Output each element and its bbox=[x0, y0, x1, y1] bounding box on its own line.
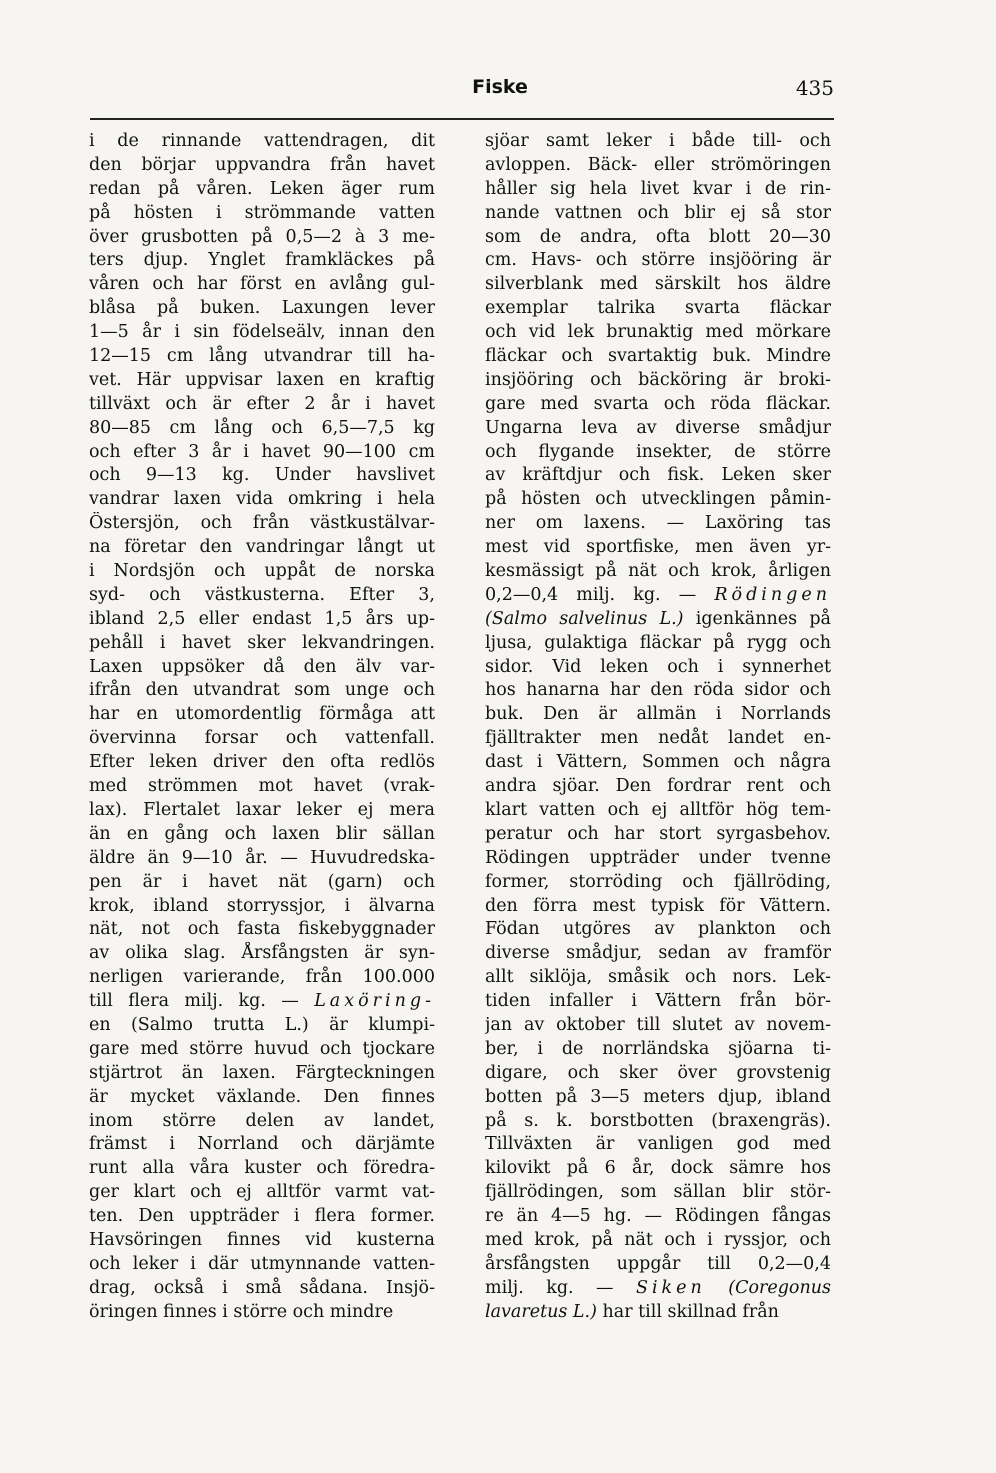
text-line: redan på våren. Leken äger rum bbox=[89, 178, 435, 199]
text-line: på hösten i strömmande vatten bbox=[89, 202, 435, 223]
text-line: fläckar och svartaktig buk. Mindre bbox=[485, 346, 831, 367]
text-line: stjärtrot än laxen. Färgteckningen bbox=[89, 1062, 435, 1083]
text-line: i de rinnande vattendragen, dit bbox=[89, 131, 435, 151]
text-line: diverse smådjur, sedan av framför bbox=[485, 943, 831, 964]
text-line: håller sig hela livet kvar i de rin- bbox=[485, 178, 831, 199]
text-line: fjälltrakter men nedåt landet en- bbox=[485, 728, 831, 749]
right-column bbox=[485, 130, 831, 1325]
text-line: Efter leken driver den ofta redlös bbox=[89, 752, 435, 773]
text-line: kilovikt på 6 år, dock sämre hos bbox=[485, 1158, 831, 1179]
text-line: pen är i havet nät (garn) och bbox=[89, 871, 435, 892]
text-line: avloppen. Bäck- eller strömöringen bbox=[485, 154, 831, 175]
text-line: en (Salmo trutta L.) är klumpi- bbox=[89, 1014, 435, 1035]
text-line: främst i Norrland och därjämte bbox=[89, 1134, 435, 1155]
text-line: över grusbotten på 0,5—2 à 3 me- bbox=[89, 226, 435, 247]
running-header bbox=[90, 72, 834, 106]
text-line: gare med svarta och röda fläckar. bbox=[485, 393, 831, 414]
text-line: Tillväxten är vanligen god med bbox=[485, 1134, 831, 1155]
text-line: kesmässigt på nät och krok, årligen bbox=[485, 561, 831, 582]
text-line: av olika slag. Årsfångsten är syn- bbox=[89, 943, 435, 964]
text-line: pehåll i havet sker lekvandringen. bbox=[89, 632, 435, 653]
text-line: lax). Flertalet laxar leker ej mera bbox=[89, 799, 435, 820]
spaced-term: Rödingen bbox=[714, 584, 831, 605]
text-line: övervinna forsar och vattenfall. bbox=[89, 728, 435, 749]
text-line: hos hanarna har den röda sidor och bbox=[485, 680, 831, 701]
spaced-term: Laxöring- bbox=[314, 991, 435, 1012]
text-run: till flera milj. kg. — bbox=[89, 991, 315, 1012]
text-line: och vid lek brunaktig med mörkare bbox=[485, 322, 831, 343]
text-line: krok, ibland storryssjor, i älvarna bbox=[89, 895, 435, 916]
left-column bbox=[89, 130, 435, 1325]
text-line: peratur och har stort syrgasbehov. bbox=[485, 823, 831, 844]
text-line: äldre än 9—10 år. — Huvudredska- bbox=[89, 847, 435, 868]
text-line: som de andra, ofta blott 20—30 bbox=[485, 226, 831, 247]
text-line: cm. Havs- och större insjööring är bbox=[485, 250, 831, 271]
text-line: insjööring och bäcköring är broki- bbox=[485, 369, 831, 390]
text-line: runt alla våra kuster och föredra- bbox=[89, 1158, 435, 1179]
text-line-mixed bbox=[485, 1301, 831, 1325]
text-line: nät, not och fasta fiskebyggnader bbox=[89, 919, 435, 940]
text-line: på s. k. borstbotten (braxengräs). bbox=[485, 1110, 831, 1131]
text-line: och efter 3 år i havet 90—100 cm bbox=[89, 441, 435, 462]
text-line: Östersjön, och från västkustälvar- bbox=[89, 513, 435, 534]
text-line: Havsöringen finnes vid kusterna bbox=[89, 1229, 435, 1250]
text-line: tillväxt och är efter 2 år i havet bbox=[89, 393, 435, 414]
text-line: mest vid sportfiske, men även yr- bbox=[485, 537, 831, 558]
text-line: ifrån den utvandrat som unge och bbox=[89, 680, 435, 701]
text-line: jan av oktober till slutet av novem- bbox=[485, 1014, 831, 1035]
text-line: öringen finnes i större och mindre bbox=[89, 1301, 394, 1322]
text-line: på hösten och utvecklingen påmin- bbox=[485, 489, 831, 510]
text-line: sjöar samt leker i både till- och bbox=[485, 131, 831, 151]
text-run: har till skillnad från bbox=[596, 1301, 779, 1322]
text-line: silverblank med särskilt hos äldre bbox=[485, 274, 831, 295]
text-line: tiden infaller i Vättern från bör- bbox=[485, 991, 831, 1012]
text-line: andra sjöar. Den fordrar rent och bbox=[485, 776, 831, 797]
text-line: na företar den vandringar långt ut bbox=[89, 537, 435, 558]
text-line: 1—5 år i sin födelseälv, innan den bbox=[89, 322, 435, 343]
text-line: inom större delen av landet, bbox=[89, 1110, 435, 1131]
text-line: med strömmen mot havet (vrak- bbox=[89, 776, 435, 797]
text-line: dast i Vättern, Sommen och några bbox=[485, 752, 831, 773]
text-line: ten. Den uppträder i flera former. bbox=[89, 1206, 435, 1227]
text-line: med krok, på nät och i ryssjor, och bbox=[485, 1229, 831, 1250]
text-line: Laxen uppsöker då den älv var- bbox=[89, 656, 435, 677]
text-line: Ungarna leva av diverse smådjur bbox=[485, 417, 831, 438]
text-line: botten på 3—5 meters djup, ibland bbox=[485, 1086, 831, 1107]
text-line: klart vatten och ej alltför hög tem- bbox=[485, 799, 831, 820]
text-line: re än 4—5 hg. — Rödingen fångas bbox=[485, 1206, 831, 1227]
text-line-mixed bbox=[485, 1277, 831, 1301]
text-line: nande vattnen och blir ej så stor bbox=[485, 202, 831, 223]
text-line: digare, och sker över grovstenig bbox=[485, 1062, 831, 1083]
text-line: exemplar talrika svarta fläckar bbox=[485, 298, 831, 319]
text-line: vet. Här uppvisar laxen en kraftig bbox=[89, 369, 435, 390]
latin-name: (Coregonus bbox=[728, 1277, 831, 1298]
text-line: och flygande insekter, de större bbox=[485, 441, 831, 462]
text-line: är mycket växlande. Den finnes bbox=[89, 1086, 435, 1107]
text-line: den börjar uppvandra från havet bbox=[89, 154, 435, 175]
text-line: årsfångsten uppgår till 0,2—0,4 bbox=[485, 1253, 831, 1274]
text-line-mixed bbox=[485, 584, 831, 608]
text-run: 0,2—0,4 milj. kg. — bbox=[485, 584, 715, 605]
text-line: syd- och västkusterna. Efter 3, bbox=[89, 584, 435, 605]
text-line: Födan utgöres av plankton och bbox=[485, 919, 831, 940]
text-line: våren och har först en avlång gul- bbox=[89, 274, 435, 295]
latin-name: lavaretus L.) bbox=[485, 1301, 597, 1322]
text-line: har en utomordentlig förmåga att bbox=[89, 704, 435, 725]
text-line-mixed bbox=[89, 990, 435, 1014]
text-line: vandrar laxen vida omkring i hela bbox=[89, 489, 435, 510]
page-number: 435 bbox=[795, 76, 834, 100]
text-line: drag, också i små sådana. Insjö- bbox=[89, 1277, 435, 1298]
chapter-title: Fiske bbox=[472, 76, 528, 98]
text-line-mixed bbox=[485, 608, 831, 632]
text-line: ljusa, gulaktiga fläckar på rygg och bbox=[485, 632, 831, 653]
text-line: buk. Den är allmän i Norrlands bbox=[485, 704, 831, 725]
text-line: ner om laxens. — Laxöring tas bbox=[485, 513, 831, 534]
text-line: av kräftdjur och fisk. Leken sker bbox=[485, 465, 831, 486]
header-rule bbox=[90, 118, 834, 120]
text-line: Rödingen uppträder under tvenne bbox=[485, 847, 831, 868]
text-line: nerligen varierande, från 100.000 bbox=[89, 967, 435, 988]
spaced-term: Siken bbox=[635, 1277, 706, 1298]
text-line: fjällrödingen, som sällan blir stör- bbox=[485, 1182, 831, 1203]
text-line: blåsa på buken. Laxungen lever bbox=[89, 298, 435, 319]
text-run: igenkännes på bbox=[683, 608, 831, 629]
latin-name: (Salmo salvelinus L.) bbox=[485, 608, 684, 629]
text-line: 80—85 cm lång och 6,5—7,5 kg bbox=[89, 417, 435, 438]
text-line: gare med större huvud och tjockare bbox=[89, 1038, 435, 1059]
text-line: ber, i de norrländska sjöarna ti- bbox=[485, 1038, 831, 1059]
text-line: allt siklöja, småsik och nors. Lek- bbox=[485, 967, 831, 988]
text-line: ters djup. Ynglet framkläckes på bbox=[89, 250, 435, 271]
text-line: ger klart och ej alltför varmt vat- bbox=[89, 1182, 435, 1203]
text-line: ibland 2,5 eller endast 1,5 års up- bbox=[89, 608, 435, 629]
text-line: sidor. Vid leken och i synnerhet bbox=[485, 656, 831, 677]
text-line: 12—15 cm lång utvandrar till ha- bbox=[89, 346, 435, 367]
text-line: och leker i där utmynnande vatten- bbox=[89, 1253, 435, 1274]
text-line: i Nordsjön och uppåt de norska bbox=[89, 561, 435, 582]
text-line: den förra mest typisk för Vättern. bbox=[485, 895, 831, 916]
text-line: och 9—13 kg. Under havslivet bbox=[89, 465, 435, 486]
text-line: än en gång och laxen blir sällan bbox=[89, 823, 435, 844]
text-line: former, storröding och fjällröding, bbox=[485, 871, 831, 892]
text-run: milj. kg. — bbox=[485, 1277, 636, 1298]
